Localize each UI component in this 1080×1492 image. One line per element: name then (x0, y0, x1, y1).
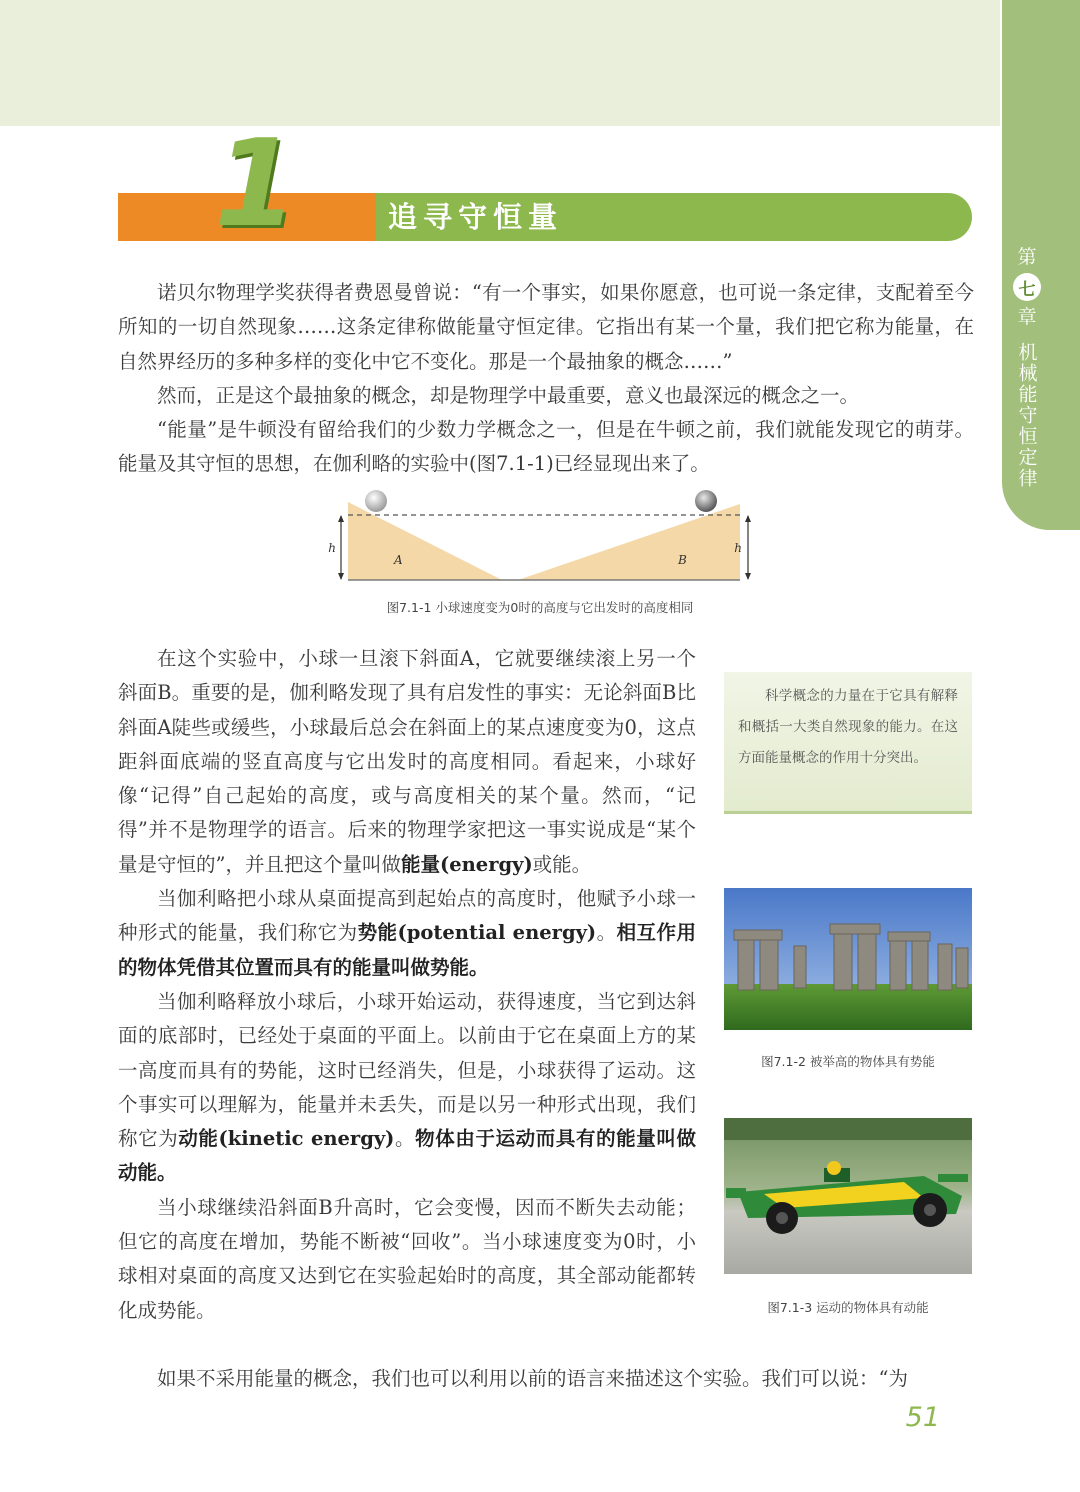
term-energy: 能量(energy) (400, 852, 533, 876)
text-span: 。 (596, 921, 617, 945)
page-number: 51 (905, 1402, 940, 1433)
ball-start (365, 490, 387, 512)
stonehenge-photo (724, 888, 972, 1030)
text-span: 或能。 (532, 852, 592, 876)
text-span: 当伽利略释放小球后，小球开始运动，获得速度，当它到达斜面的底部时，已经处于桌面的平面上。以前由于它在桌面上方的某一高度而具有的势能，这时已经消失，但是，小球获得了运动。这个事实可以理解为，能量并未丢失，而是以另一种形式出现，我们称它为 (118, 989, 696, 1151)
main-text (118, 642, 696, 1328)
label-b: B (678, 553, 687, 567)
intro-paragraph: 诺贝尔物理学奖获得者费恩曼曾说：“有一个事实，如果你愿意，也可说一条定律，支配着至今所知的一切自然现象……这条定律称做能量守恒定律。它指出有某一个量，我们把它称为能量，在自然界经历的多种多样的变化中它不变化。那是一个最抽象的概念……” (118, 281, 974, 373)
definition-kinetic-energy: 物体由于运动而具有的能量叫做动能。 (118, 1127, 696, 1185)
text-span: 在这个实验中，小球一旦滚下斜面A，它就要继续滚上另一个斜面B。重要的是，伽利略发现了具有启发性的事实：无论斜面B比斜面A陡些或缓些，小球最后总会在斜面上的某点速度变为0，这点距斜面底端的竖直高度与它出发时的高度相同。看起来，小球好像“记得”自己起始的高度，或与高度相关的某个量。然而，“记得”并不是物理学的语言。后来的物理学家把这一事实说成是“某个量是守恒的”，并且把这个量叫做 (118, 647, 696, 876)
main-paragraph (118, 882, 696, 985)
arrowhead (338, 515, 344, 522)
sidebar-note-text: 科学概念的力量在于它具有解释和概括一大类自然现象的能力。在这方面能量概念的作用十分突出。 (738, 688, 958, 766)
chapter-label (1010, 244, 1044, 489)
incline-a (348, 502, 502, 580)
chapter-number-badge: 七 (1013, 273, 1041, 301)
inclined-planes-diagram (330, 486, 750, 586)
main-paragraph (118, 642, 696, 882)
intro-text (118, 276, 974, 482)
label-h-left: h (328, 541, 336, 555)
arrowhead (745, 515, 751, 522)
ball-end (695, 490, 717, 512)
continuation-paragraph: 如果不采用能量的概念，我们也可以利用以前的语言来描述这个实验。我们可以说：“为 (157, 1367, 908, 1390)
definition-potential-energy: 相互作用的物体凭借其位置而具有的能量叫做势能。 (118, 921, 696, 979)
sidebar-note (724, 672, 972, 814)
section-number: 1 (214, 115, 298, 254)
text-span: 。 (394, 1127, 416, 1151)
label-h-right: h (734, 541, 742, 555)
figure-3-caption: 图7.1-3 运动的物体具有动能 (767, 1300, 929, 1315)
term-potential-energy: 势能(potential energy) (357, 921, 597, 945)
arrowhead (338, 573, 344, 580)
figure-1-caption: 图7.1-1 小球速度变为0时的高度与它出发时的高度相同 (386, 600, 694, 615)
race-car-photo (724, 1118, 972, 1274)
main-paragraph (118, 985, 696, 1191)
chapter-suffix: 章 (1017, 306, 1037, 328)
label-a: A (394, 553, 403, 567)
figure-2-caption: 图7.1-2 被举高的物体具有势能 (761, 1054, 935, 1069)
chapter-title: 机械能守恒定律 (1015, 342, 1038, 489)
intro-paragraph: 然而，正是这个最抽象的概念，却是物理学中最重要，意义也最深远的概念之一。 (157, 383, 860, 407)
text-span: 当伽利略把小球从桌面提高到起始点的高度时，他赋予小球一种形式的能量，我们称它为 (118, 887, 696, 945)
chapter-prefix: 第 (1017, 246, 1037, 268)
intro-paragraph: “能量”是牛顿没有留给我们的少数力学概念之一，但是在牛顿之前，我们就能发现它的萌芽。能量及其守恒的思想，在伽利略的实验中(图7.1-1)已经显现出来了。 (118, 418, 974, 476)
section-title: 追寻守恒量 (388, 200, 564, 234)
main-paragraph: 当小球继续沿斜面B升高时，它会变慢，因而不断失去动能；但它的高度在增加，势能不断被“回收”。当小球速度变为0时，小球相对桌面的高度又达到它在实验起始时的高度，其全部动能都转化成势能。 (118, 1195, 696, 1322)
top-header-band (0, 0, 1000, 126)
term-kinetic-energy: 动能(kinetic energy) (178, 1127, 395, 1151)
arrowhead (745, 573, 751, 580)
